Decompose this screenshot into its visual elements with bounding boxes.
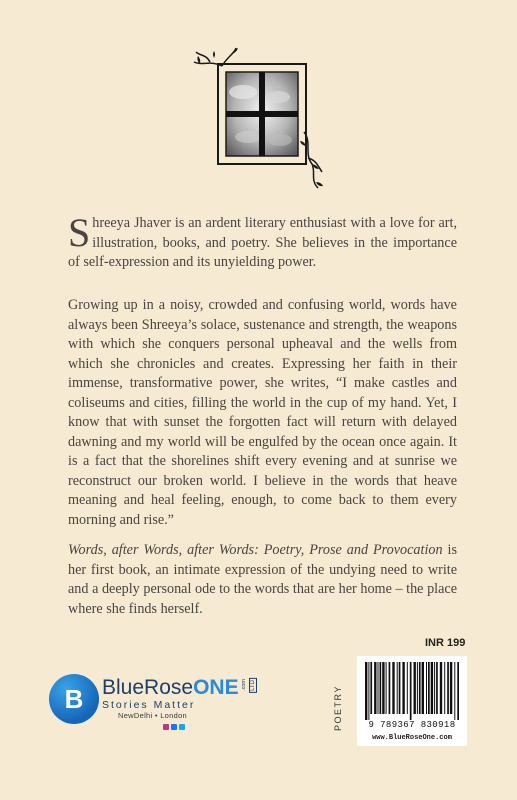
price-label: INR 199	[425, 637, 466, 649]
bio-intro-text: hreeya Jhaver is an ardent literary enthusiast with a love for art, illustration, books, and poetry. She believes in the importance of self-expression and its unyielding power.	[68, 215, 457, 270]
publisher-name-part2: ONE	[193, 676, 239, 699]
logo-letter: B	[64, 683, 84, 714]
instagram-icon	[163, 724, 169, 730]
drop-cap: S	[68, 210, 91, 255]
publisher-cities: NewDelhi • London	[118, 711, 188, 720]
publisher-logo-icon	[49, 674, 99, 724]
social-icons	[163, 724, 185, 730]
author-bio-quote-paragraph: Growing up in a noisy, crowded and confusing world, words have always been Shreeya’s solace, sustenance and strength, the weapons with which she conquers personal upheaval and the wells from which she chronicles and creates. Expressing her faith in their immense, transformative power, she writes, “I make castles and coliseums and cities, filling the world in the cup of my hand. Yet, I know that with sunset the forgotten fact will return with delayed dawning and my world will be engulfed by the ocean once again. It is a fact that the shorelines shift every evening and at sunrise we reconstruct our broken world. I believe in the words that heave meaning and heal feeling, enough, to come back to them every morning and rise.”	[68, 297, 457, 528]
window-illustration	[188, 42, 338, 192]
genre-label: POETRY	[333, 685, 343, 731]
book-title: Words, after Words, after Words: Poetry, Prose and Provocation	[68, 542, 443, 558]
isbn-number: 9 789367 830918	[368, 720, 456, 730]
publisher-name	[102, 677, 239, 699]
facebook-icon	[171, 724, 177, 730]
book-description	[68, 541, 457, 619]
publisher-website: www.BlueRoseOne.com	[372, 734, 452, 742]
publisher-name-part1: BlueRose	[102, 676, 194, 699]
publisher-ltd-badge: LTD	[249, 680, 256, 691]
barcode-bars	[363, 662, 461, 720]
publisher-dotcom: .com	[240, 679, 247, 691]
twitter-icon	[179, 724, 185, 730]
publisher-tagline: Stories Matter	[102, 699, 196, 711]
publisher-brand	[102, 676, 256, 711]
isbn-barcode	[357, 656, 467, 746]
author-bio-intro	[68, 210, 457, 273]
book-description-text: is her first book, an intimate expression of the undying need to write and a deeply personal ode to the words that are her home – the place where she finds herself.	[68, 542, 457, 617]
